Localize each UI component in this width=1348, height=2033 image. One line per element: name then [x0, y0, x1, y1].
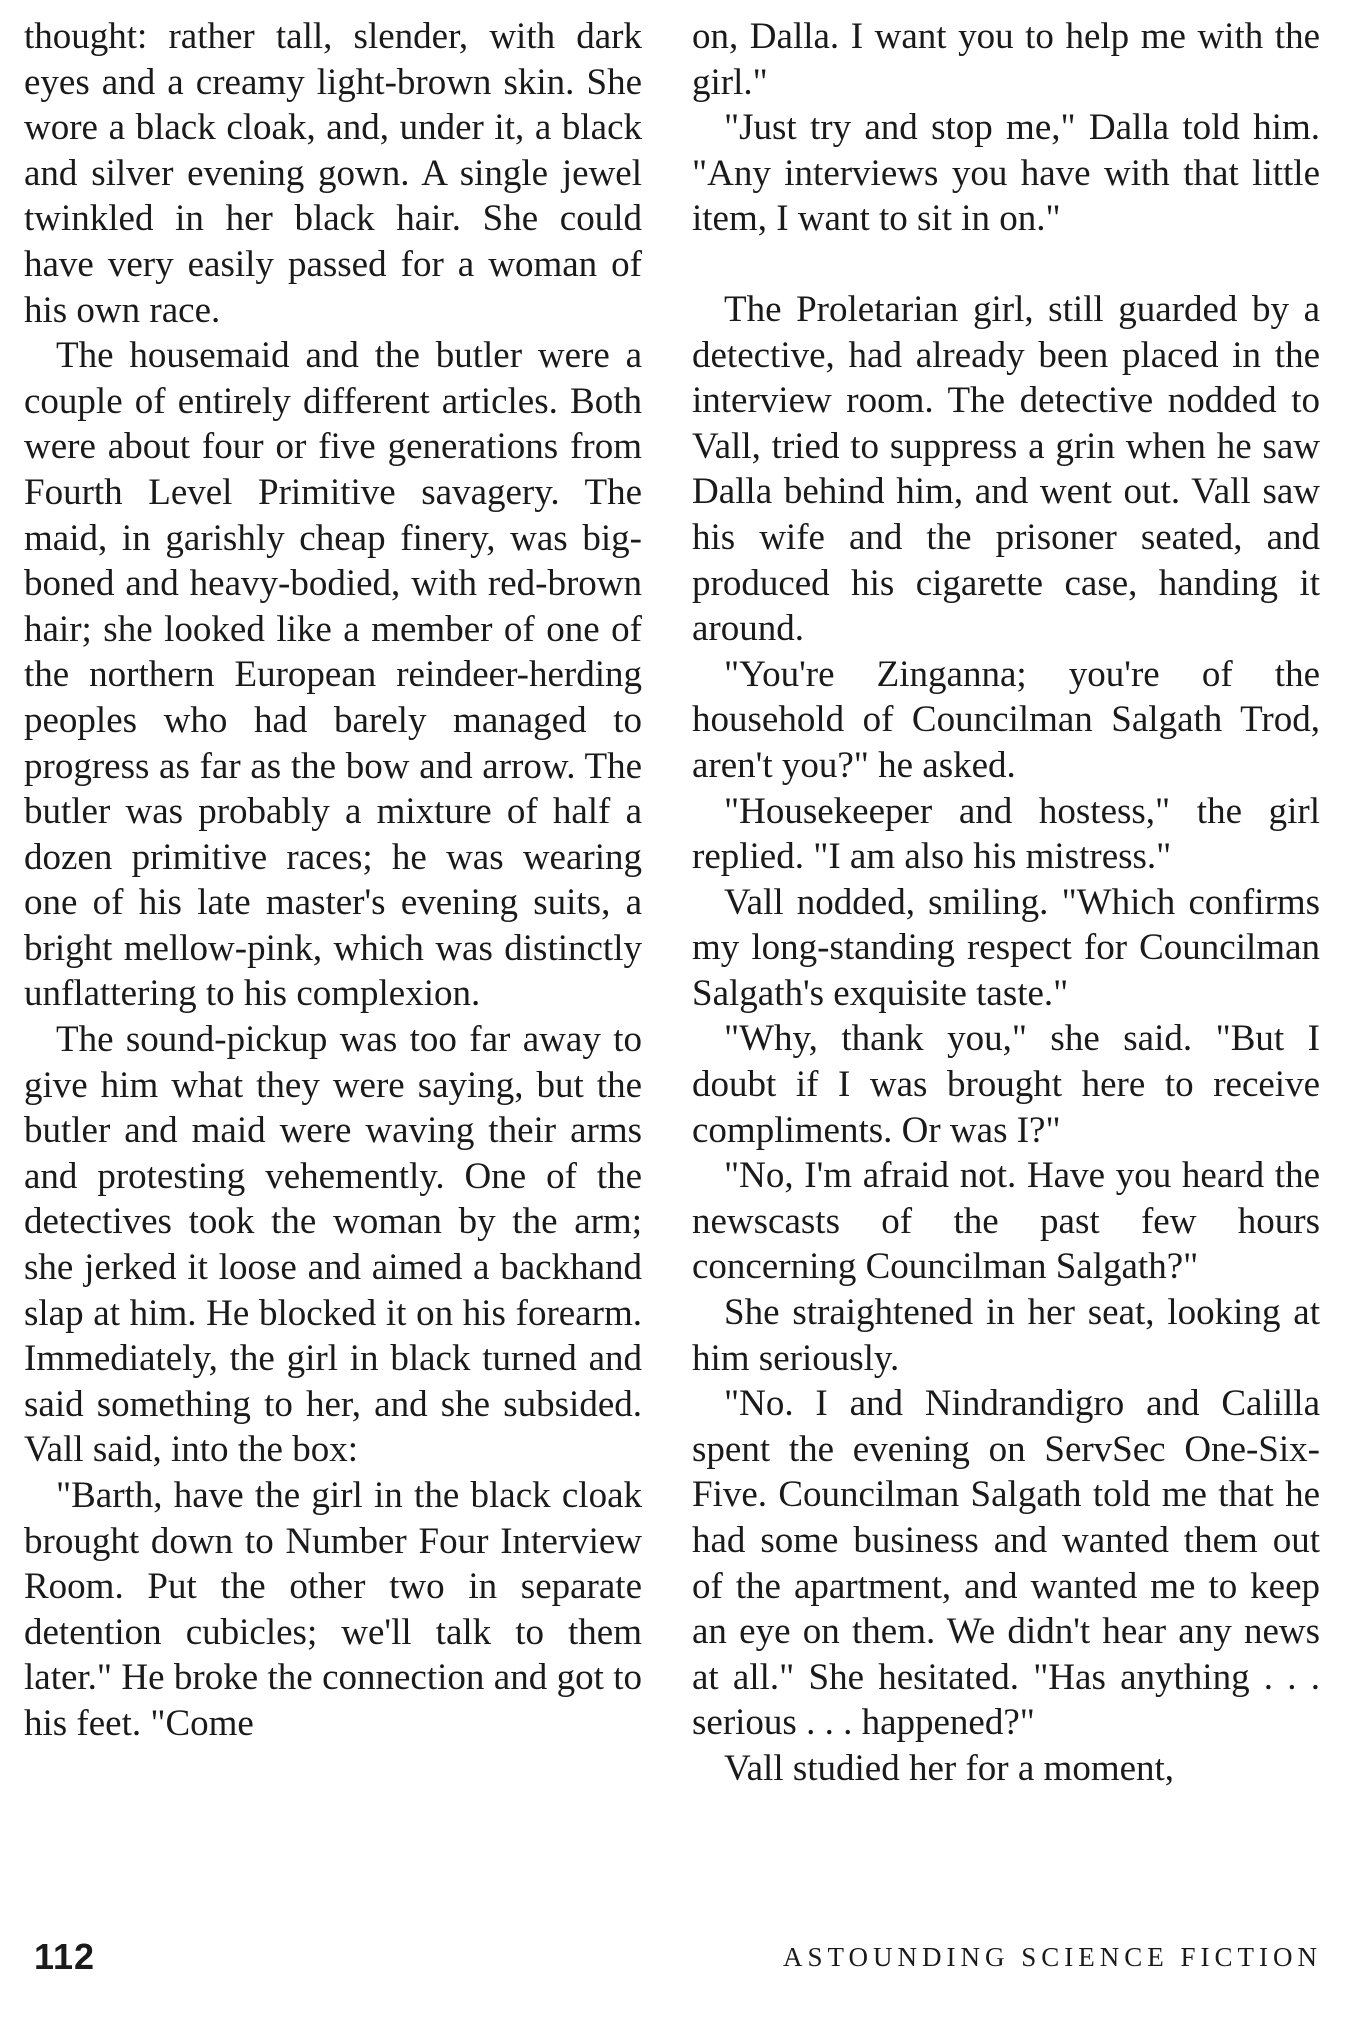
- running-title: ASTOUNDING SCIENCE FICTION: [782, 1942, 1322, 1972]
- page-number: 112: [34, 1936, 96, 1977]
- paragraph: The sound-pickup was too far away to give him what they were saying, but the butler and maid were waving their arms and protesting vehemently. One of the detectives took the woman by the arm; she jerked it loose and aimed a backhand slap at him. He blocked it on his forearm. Immediately, the girl in black turned and said something to her, and she subsided. Vall said, into the box:: [24, 1019, 642, 1471]
- left-text-column: [24, 14, 642, 1747]
- paragraph: thought: rather tall, slender, with dark eyes and a creamy light-brown skin. She wore a black cloak, and, under it, a black and silver evening gown. A single jewel twinkled in her black hair. She could have very easily passed for a woman of his own race.: [24, 16, 642, 331]
- paragraph: "You're Zinganna; you're of the household of Councilman Salgath Trod, aren't you?" he asked.: [692, 653, 1320, 786]
- paragraph: "Housekeeper and hostess," the girl replied. "I am also his mistress.": [692, 790, 1320, 878]
- paragraph: The housemaid and the butler were a couple of entirely different articles. Both were about four or five generations from Fourth Level Primitive savagery. The maid, in garishly cheap finery, was big-boned and heavy-bodied, with red-brown hair; she looked like a member of one of the northern European reindeer-herding peoples who had barely managed to progress as far as the bow and arrow. The butler was probably a mixture of half a dozen primitive races; he was wearing one of his late master's evening suits, a bright mellow-pink, which was distinctly unflattering to his complexion.: [24, 335, 642, 1015]
- paragraph: "Just try and stop me," Dalla told him. "Any interviews you have with that little item, I want to sit in on.": [692, 107, 1320, 240]
- paragraph: "No. I and Nindrandigro and Calilla spent the evening on ServSec One-Six-Five. Councilman Salgath told me that he had some business and wanted them out of the apartment, and wanted me to keep an eye on them. We didn't hear any news at all." She hesitated. "Has anything . . . serious . . . happened?": [692, 1383, 1320, 1744]
- paragraph: "No, I'm afraid not. Have you heard the newscasts of the past few hours concerning Councilman Salgath?": [692, 1155, 1320, 1288]
- paragraph: "Why, thank you," she said. "But I doubt if I was brought here to receive compliments. Or was I?": [692, 1018, 1320, 1151]
- right-text-column: [692, 14, 1320, 1792]
- paragraph: She straightened in her seat, looking at him seriously.: [692, 1292, 1320, 1379]
- paragraph: on, Dalla. I want you to help me with the girl.": [692, 16, 1320, 103]
- paragraph: Vall nodded, smiling. "Which confirms my long-standing respect for Councilman Salgath's exquisite taste.": [692, 881, 1320, 1014]
- paragraph: The Proletarian girl, still guarded by a detective, had already been placed in the interview room. The detective nodded to Vall, tried to suppress a grin when he saw Dalla behind him, and went out. Vall saw his wife and the prisoner seated, and produced his cigarette case, handing it around.: [692, 288, 1320, 650]
- page-footer: [0, 1936, 1348, 1986]
- paragraph: "Barth, have the girl in the black cloak brought down to Number Four Interview Room. Put the other two in separate detention cubicles; we'll talk to them later." He broke the connection and got to his feet. "Come: [24, 1475, 642, 1744]
- paragraph: Vall studied her for a moment,: [724, 1747, 1175, 1789]
